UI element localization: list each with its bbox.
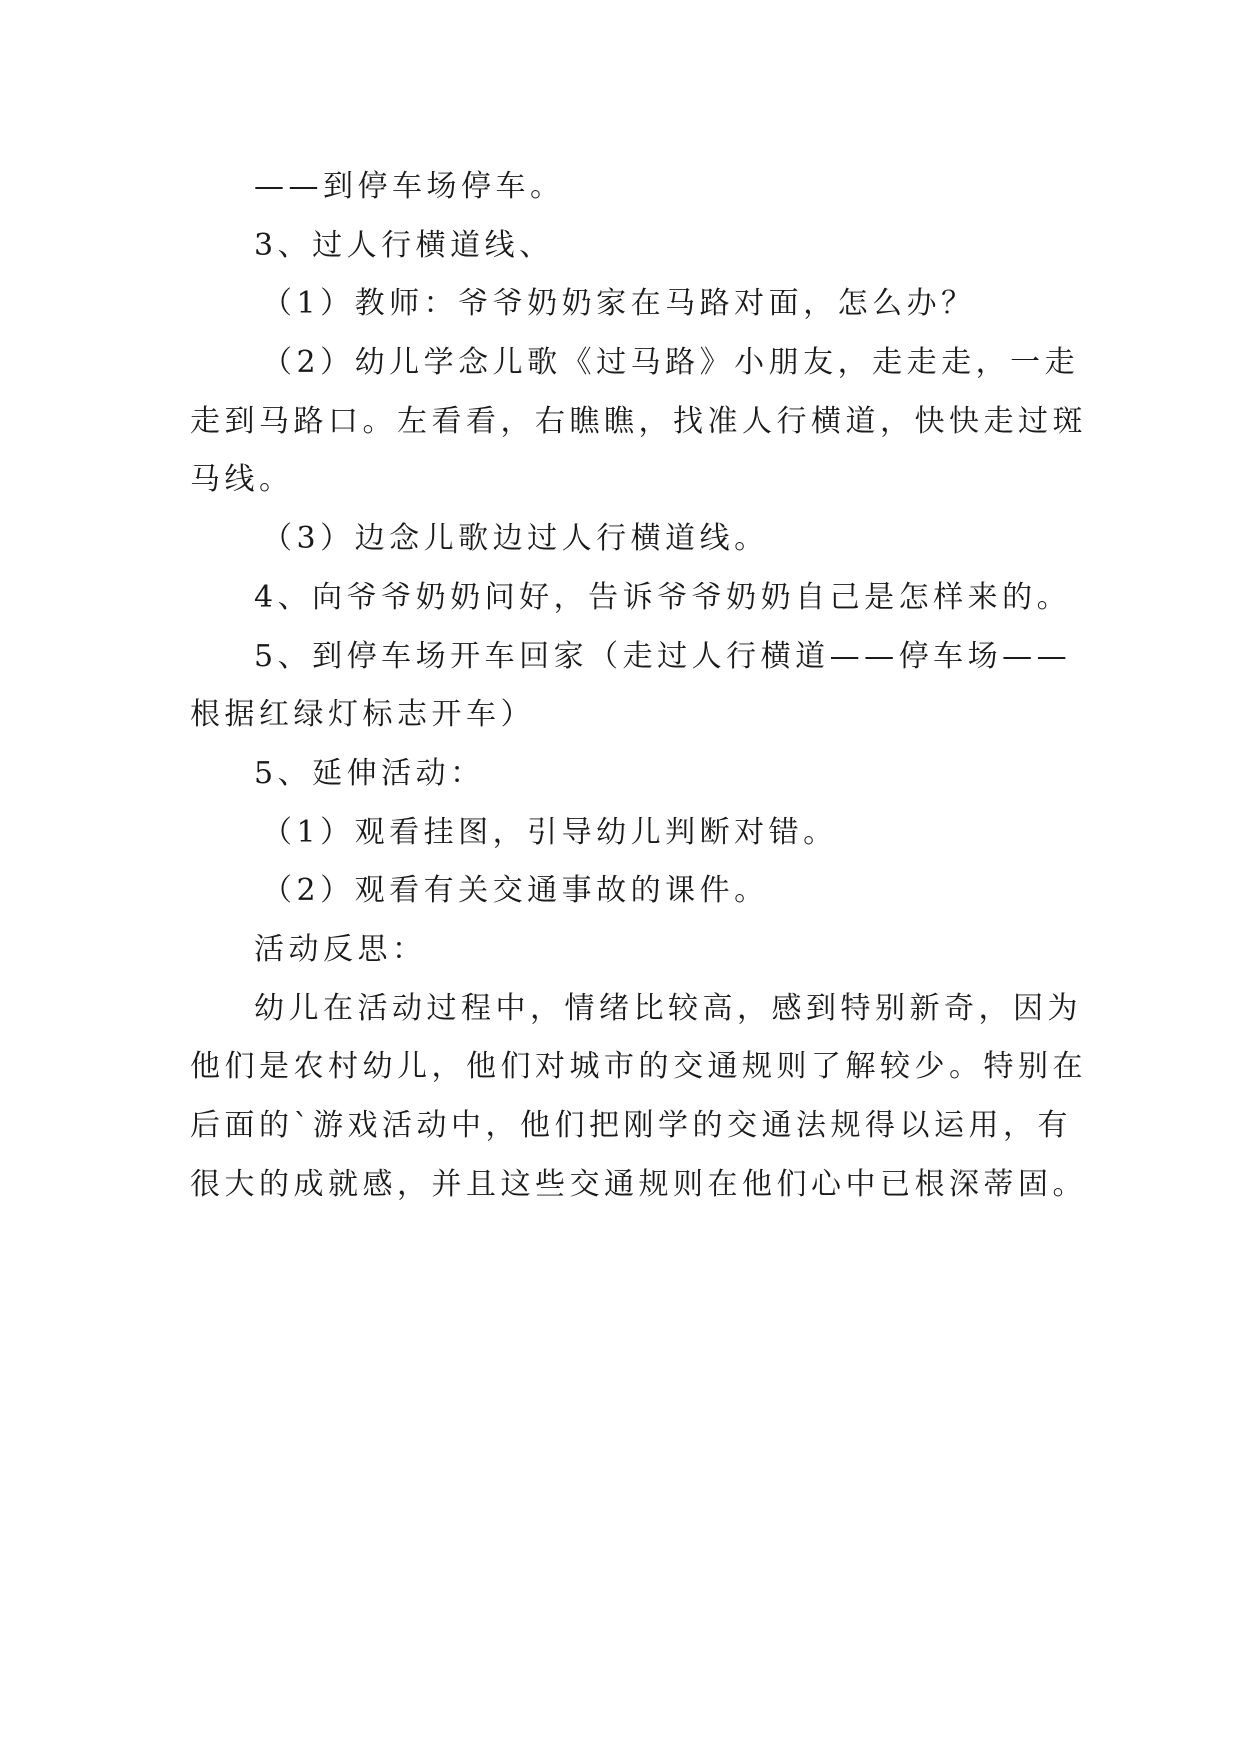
- text-line: 很大的成就感，并且这些交通规则在他们心中已根深蒂固。: [190, 1166, 1087, 1202]
- text-line: （1）教师：爷爷奶奶家在马路对面，怎么办？: [262, 286, 976, 322]
- text-line: 走到马路口。左看看，右瞧瞧，找准人行横道，快快走过斑: [190, 403, 1087, 439]
- document-body: [190, 158, 1087, 1214]
- section-heading: 活动反思：: [254, 931, 427, 967]
- text-line: （2）幼儿学念儿歌《过马路》小朋友，走走走，一走: [262, 345, 1080, 381]
- section-heading: 3、过人行横道线、: [254, 227, 554, 263]
- text-line: 幼儿在活动过程中，情绪比较高，感到特别新奇，因为: [254, 990, 1082, 1026]
- section-heading: 4、向爷爷奶奶问好，告诉爷爷奶奶自己是怎样来的。: [254, 579, 1072, 615]
- text-line: 他们是农村幼儿，他们对城市的交通规则了解较少。特别在: [190, 1049, 1087, 1085]
- section-heading: 5、延伸活动：: [254, 755, 485, 791]
- section-heading: 5、到停车场开车回家（走过人行横道——停车场——: [254, 638, 1072, 674]
- text-line: （1）观看挂图，引导幼儿判断对错。: [262, 814, 838, 850]
- text-line: 后面的`游戏活动中，他们把刚学的交通法规得以运用，有: [190, 1108, 1072, 1143]
- text-line: （3）边念儿歌边过人行横道线。: [262, 521, 769, 557]
- text-line: （2）观看有关交通事故的课件。: [262, 873, 769, 909]
- text-line: ——到停车场停车。: [254, 169, 565, 204]
- text-line: 根据红绿灯标志开车）: [190, 697, 535, 733]
- text-line: 马线。: [190, 462, 294, 498]
